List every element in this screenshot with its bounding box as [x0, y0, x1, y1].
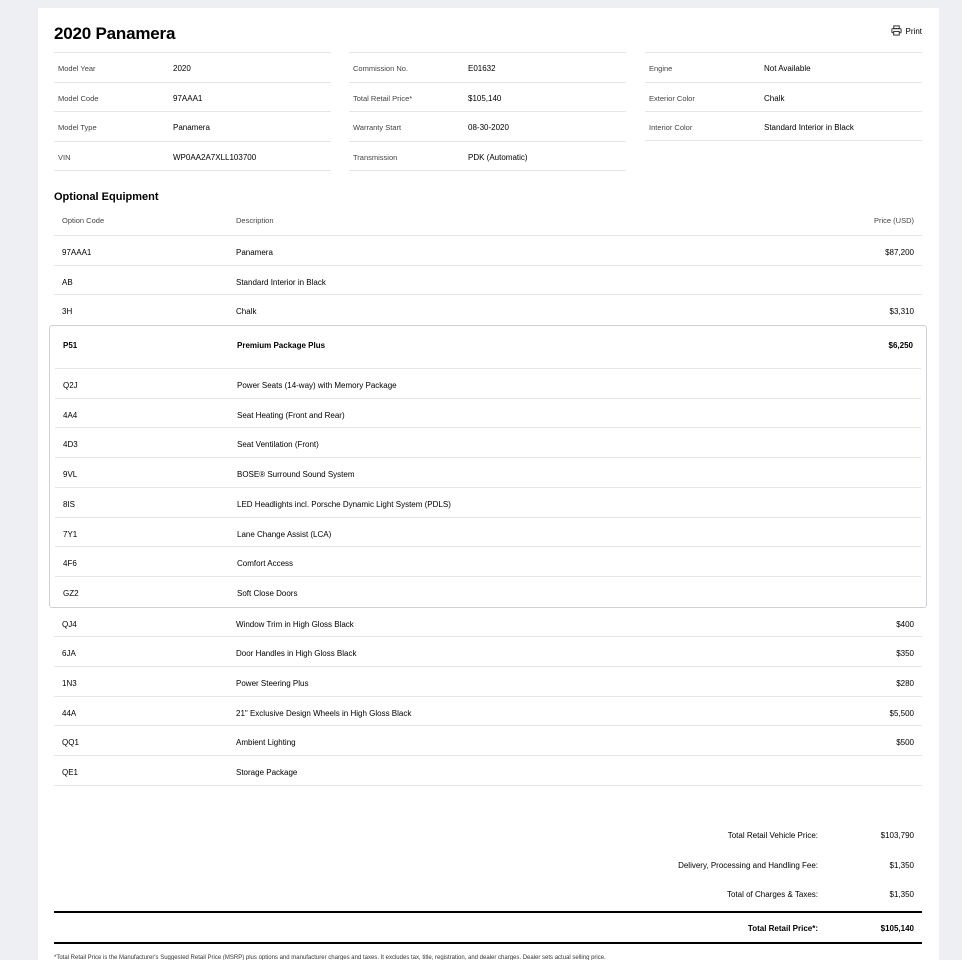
table-row: 97AAA1 Panamera $87,200 — [54, 236, 922, 266]
table-row: 6JA Door Handles in High Gloss Black $350 — [54, 637, 922, 667]
specs-column-2 — [349, 52, 626, 171]
table-row: 44A 21" Exclusive Design Wheels in High Gloss Black $5,500 — [54, 697, 922, 727]
package-description: Premium Package Plus — [237, 341, 326, 351]
total-charges-taxes: Total of Charges & Taxes: $1,350 — [726, 890, 914, 899]
header-option-code: Option Code — [62, 216, 105, 225]
spec-model-code: Model Code 97AAA1 — [54, 82, 331, 112]
table-row: QE1 Storage Package — [54, 756, 922, 786]
spec-model-year: Model Year 2020 — [54, 52, 331, 82]
print-label: Print — [905, 27, 922, 36]
package-item: 8IS LED Headlights incl. Porsche Dynamic Light System (PDLS) — [55, 488, 921, 518]
page-title: 2020 Panamera — [54, 24, 176, 43]
spec-interior-color: Interior Color Standard Interior in Black — [645, 111, 922, 141]
spec-model-type: Model Type Panamera — [54, 111, 331, 141]
printer-icon — [891, 25, 902, 38]
print-button[interactable] — [891, 25, 922, 38]
spec-exterior-color: Exterior Color Chalk — [645, 82, 922, 112]
options-table — [54, 207, 922, 786]
spec-transmission: Transmission PDK (Automatic) — [349, 141, 626, 171]
spec-vin: VIN WP0AA2A7XLL103700 — [54, 141, 331, 171]
package-item: 4D3 Seat Ventilation (Front) — [55, 428, 921, 458]
price-totals — [54, 821, 922, 944]
package-item: GZ2 Soft Close Doors — [63, 588, 298, 598]
package-header-row — [55, 326, 921, 369]
spec-engine: Engine Not Available — [645, 52, 922, 82]
spec-total-retail-price: Total Retail Price* $105,140 — [349, 82, 626, 112]
package-item: 9VL BOSE® Surround Sound System — [55, 458, 921, 488]
package-price: $6,250 — [888, 341, 913, 351]
vehicle-sheet — [38, 8, 939, 960]
header-price: Price (USD) — [873, 216, 914, 225]
table-row: QQ1 Ambient Lighting $500 — [54, 726, 922, 756]
package-group — [49, 325, 927, 608]
table-row: 1N3 Power Steering Plus $280 — [54, 667, 922, 697]
spec-warranty-start: Warranty Start 08-30-2020 — [349, 111, 626, 141]
vehicle-specs — [54, 52, 922, 192]
package-item: 4A4 Seat Heating (Front and Rear) — [55, 399, 921, 429]
options-header-row — [54, 207, 922, 236]
footnote: *Total Retail Price is the Manufacturer's Suggested Retail Price (MSRP) plus options and manufacturer charges and taxes. It excludes tax, title, registration, and dealer charges. Dealer sets actual selling price. — [54, 955, 606, 960]
package-item: Q2J Power Seats (14-way) with Memory Package — [55, 369, 921, 399]
header-description: Description — [236, 216, 274, 225]
specs-column-3 — [645, 52, 922, 141]
delivery-fee: Delivery, Processing and Handling Fee: $1,350 — [678, 860, 914, 870]
table-row: QJ4 Window Trim in High Gloss Black $400 — [54, 608, 922, 638]
table-row: AB Standard Interior in Black — [54, 266, 922, 296]
package-item: 7Y1 Lane Change Assist (LCA) — [55, 518, 921, 548]
grand-total-row: Total Retail Price*: $105,140 — [54, 911, 922, 944]
package-code: P51 — [63, 341, 78, 351]
package-item: 4F6 Comfort Access — [55, 547, 921, 577]
specs-column-1 — [54, 52, 331, 171]
total-retail-vehicle-price: Total Retail Vehicle Price: $103,790 — [727, 831, 914, 840]
spec-commission-no: Commission No. E01632 — [349, 52, 626, 82]
table-row: 3H Chalk $3,310 — [62, 307, 914, 317]
optional-equipment-heading: Optional Equipment — [54, 191, 159, 203]
